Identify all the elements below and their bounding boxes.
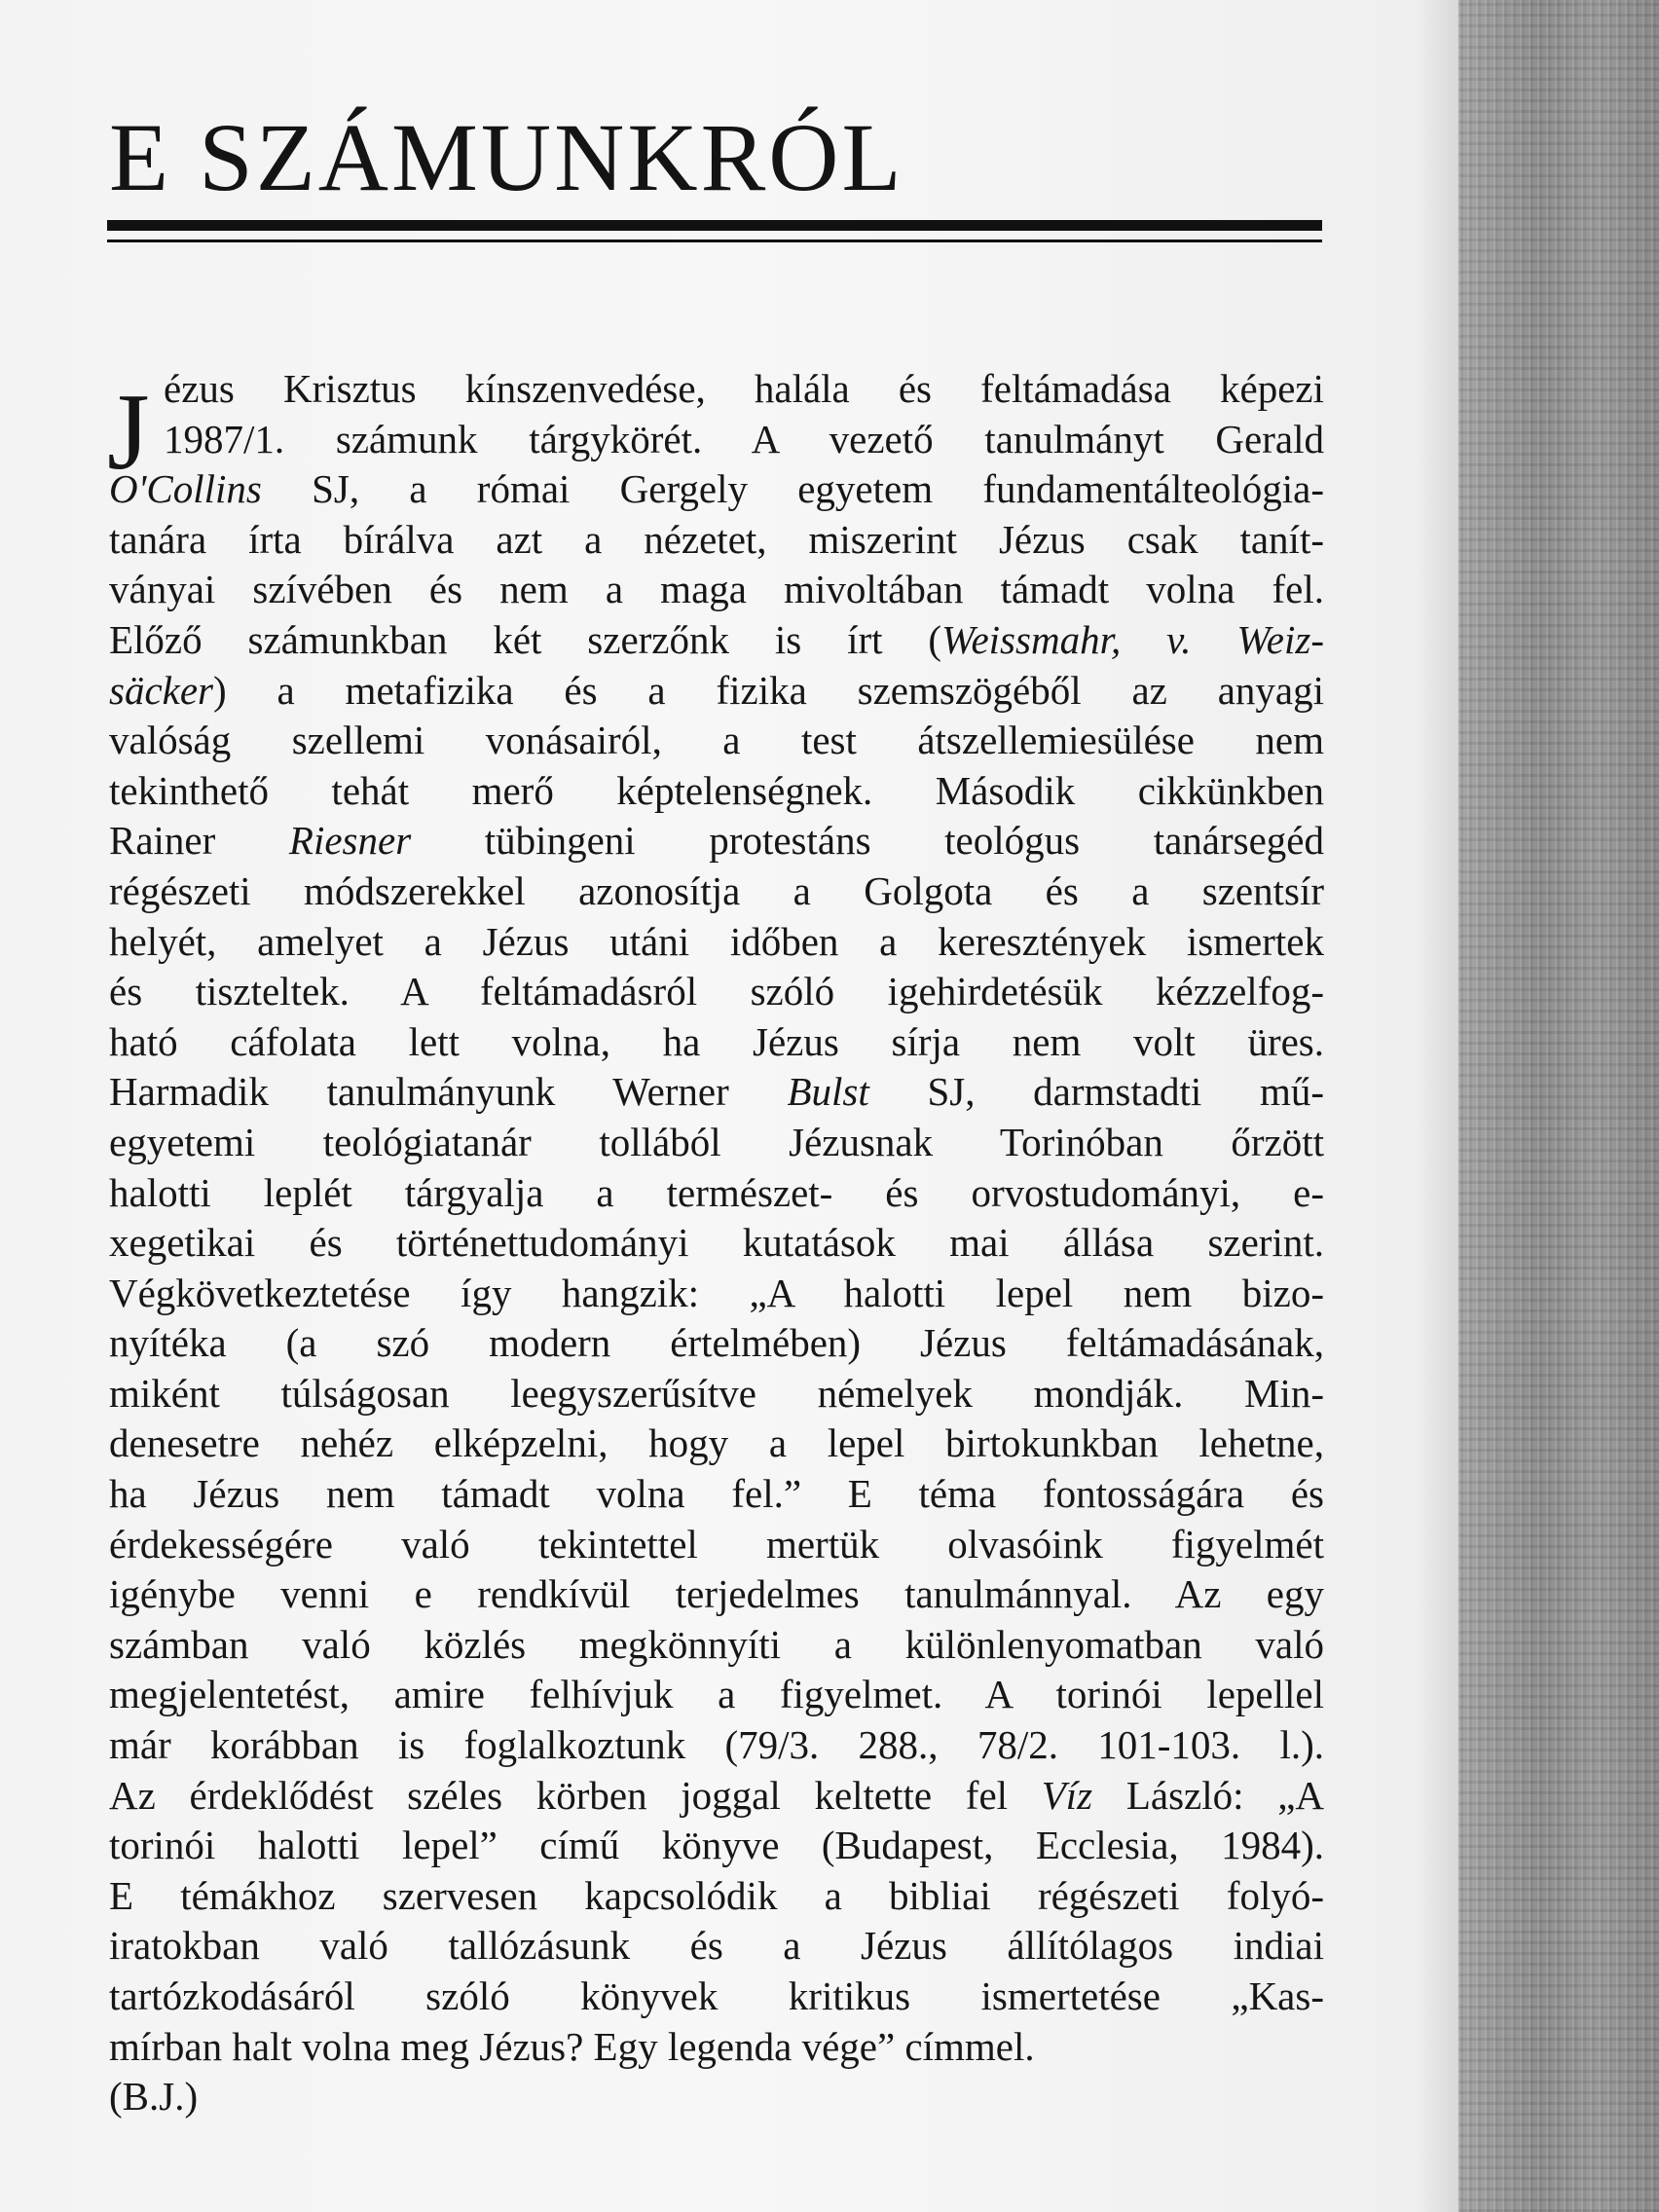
text-line: [109, 1168, 1324, 1219]
text-run: Végkövetkeztetése így hangzik: „A halotti lepel nem bizo-: [109, 1270, 1324, 1315]
text-line: [109, 415, 1324, 465]
text-run: E témákhoz szervesen kapcsolódik a bibliai régészeti folyó-: [109, 1872, 1324, 1918]
text-run: ványai szívében és nem a maga mivoltában támadt volna fel.: [109, 567, 1324, 612]
text-line: [109, 2022, 1324, 2073]
text-run: számban való közlés megkönnyíti a különlenyomatban való: [109, 1621, 1324, 1667]
text-run: tekinthető tehát merő képtelenségnek. Második cikkünkben: [109, 767, 1324, 813]
text-line: [109, 917, 1324, 968]
text-line: [109, 515, 1324, 566]
text-run: miként túlságosan leegyszerűsítve némelyek mondják. Min-: [109, 1370, 1324, 1416]
text-run: igénybe venni e rendkívül terjedelmes tanulmánnyal. Az egy: [109, 1571, 1324, 1617]
text-run: nyítéka (a szó modern értelmében) Jézus feltámadásának,: [109, 1320, 1324, 1366]
article-body: [109, 364, 1324, 2122]
italic-name: Bulst: [787, 1069, 869, 1115]
page-title: E SZÁMUNKRÓL: [109, 103, 904, 211]
text-line: [109, 866, 1324, 917]
italic-name: O'Collins: [109, 466, 262, 512]
text-run: tübingeni protestáns teológus tanársegéd: [411, 818, 1324, 864]
text-line: [109, 1218, 1324, 1269]
title-rule-thin: [107, 240, 1322, 242]
text-line: [109, 1318, 1324, 1369]
text-run: László: „A: [1092, 1772, 1324, 1818]
text-line: [109, 1670, 1324, 1720]
text-run: halotti leplét tárgyalja a természet- és orvostudományi, e-: [109, 1169, 1324, 1215]
text-line: [109, 1118, 1324, 1168]
text-run: SJ, a római Gergely egyetem fundamentálteológia-: [261, 466, 1324, 512]
text-run: (B.J.): [109, 2074, 199, 2120]
text-run: régészeti módszerekkel azonosítja a Golgota és a szentsír: [109, 867, 1324, 913]
text-line: [109, 1419, 1324, 1469]
text-line: [109, 1871, 1324, 1922]
text-line: [109, 716, 1324, 766]
text-line: [109, 1821, 1324, 1871]
text-line: [109, 1017, 1324, 1068]
italic-name: Riesner: [288, 818, 412, 864]
text-run: tanára írta bírálva azt a nézetet, miszerint Jézus csak tanít-: [109, 516, 1324, 562]
text-run: és tiszteltek. A feltámadásról szóló igehirdetésük kézzelfog-: [109, 969, 1324, 1014]
text-run: helyét, amelyet a Jézus utáni időben a keresztények ismertek: [109, 918, 1324, 964]
text-line: [109, 1720, 1324, 1771]
text-line: [109, 666, 1324, 717]
text-line: [109, 615, 1324, 666]
text-run: xegetikai és történettudományi kutatások mai állása szerint.: [109, 1220, 1324, 1266]
text-run: iratokban való tallózásunk és a Jézus állítólagos indiai: [109, 1923, 1324, 1969]
text-run: SJ, darmstadti mű-: [868, 1069, 1324, 1115]
text-run: egyetemi teológiatanár tollából Jézusnak Torinóban őrzött: [109, 1119, 1324, 1164]
text-run: Előző számunkban két szerzőnk is írt (: [109, 616, 942, 662]
text-line: [109, 464, 1324, 515]
text-line: [109, 364, 1324, 415]
text-run: ha Jézus nem támadt volna fel.” E téma fontosságára és: [109, 1471, 1324, 1517]
text-line: [109, 1569, 1324, 1620]
text-run: tartózkodásáról szóló könyvek kritikus ismertetése „Kas-: [109, 1973, 1324, 2018]
italic-name: Weissmahr, v. Weiz-: [941, 616, 1324, 662]
text-run: Az érdeklődést széles körben joggal keltette fel: [109, 1772, 1042, 1818]
text-run: már korábban is foglalkoztunk (79/3. 288., 78/2. 101-103. l.).: [109, 1722, 1324, 1768]
text-line: [109, 1067, 1324, 1118]
text-line: [109, 1369, 1324, 1419]
text-run: ható cáfolata lett volna, ha Jézus sírja nem volt üres.: [109, 1018, 1324, 1064]
text-run: denesetre nehéz elképzelni, hogy a lepel birtokunkban lehetne,: [109, 1420, 1324, 1466]
text-line: [109, 1520, 1324, 1570]
text-run: érdekességére való tekintettel mertük olvasóink figyelmét: [109, 1521, 1324, 1567]
text-line: [109, 1620, 1324, 1671]
text-run: valóság szellemi vonásairól, a test átszellemiesülése nem: [109, 718, 1324, 763]
drop-cap: J: [107, 372, 150, 493]
text-line: [109, 816, 1324, 866]
text-line: [109, 1921, 1324, 1972]
text-line: [109, 1972, 1324, 2022]
text-line: [109, 967, 1324, 1017]
text-run: Harmadik tanulmányunk Werner: [109, 1069, 788, 1115]
text-run: Rainer: [109, 818, 289, 864]
text-run: 1987/1. számunk tárgykörét. A vezető tanulmányt Gerald: [164, 416, 1324, 461]
text-line: [109, 565, 1324, 615]
text-run: ézus Krisztus kínszenvedése, halála és feltámadása képezi: [164, 366, 1324, 411]
text-run: mírban halt volna meg Jézus? Egy legenda vége” címmel.: [109, 2023, 1035, 2069]
text-line: [109, 1771, 1324, 1822]
text-run: megjelentetést, amire felhívjuk a figyelmet. A torinói lepellel: [109, 1672, 1324, 1717]
text-run: ) a metafizika és a fizika szemszögéből az anyagi: [213, 667, 1324, 713]
text-line: [109, 2072, 1324, 2122]
text-line: [109, 766, 1324, 817]
italic-name: säcker: [109, 667, 214, 713]
text-line: [109, 1469, 1324, 1520]
text-line: [109, 1269, 1324, 1319]
title-rule-thick: [107, 220, 1322, 231]
text-run: torinói halotti lepel” című könyve (Budapest, Ecclesia, 1984).: [109, 1823, 1324, 1868]
background-strip: [1458, 0, 1659, 2212]
italic-name: Víz: [1041, 1772, 1093, 1818]
